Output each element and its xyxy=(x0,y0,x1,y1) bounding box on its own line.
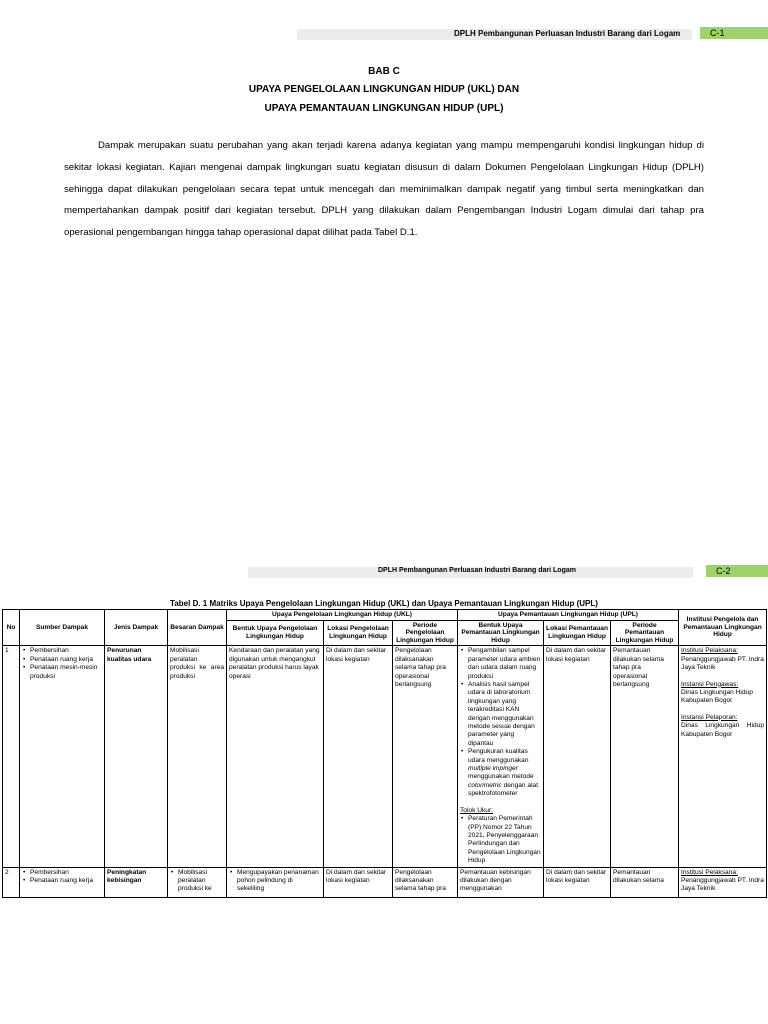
pelaksana-value: Penanggungjawab PT. Indra Jaya Teknik xyxy=(681,655,764,672)
upl-item3-text-c: menggunakan metode xyxy=(468,773,534,781)
table-row xyxy=(3,867,767,897)
ukl-upl-matrix-table xyxy=(2,609,767,898)
intro-paragraph xyxy=(64,135,704,244)
list-item: • Pembersihan xyxy=(22,869,102,877)
table-caption: Tabel D. 1 Matriks Upaya Pengelolaan Lingkungan Hidup (UKL) dan Upaya Pemantauan Lingkungan Hidup (UPL) xyxy=(170,599,598,608)
page1-header-title: DPLH Pembangunan Perluasan Industri Barang dari Logam xyxy=(454,29,681,38)
row1-sumber-dampak xyxy=(20,646,105,867)
row1-ukl-periode: Pengelolaan dilaksanakan selama tahap pra operasional berlangsung xyxy=(393,646,458,867)
row2-no: 2 xyxy=(3,867,20,897)
upl-item3-text-a: Pengukuran kualitas udara menggunakan xyxy=(468,748,529,764)
upl-item3-text-e: dengan alat spektrofotometer xyxy=(468,781,539,798)
list-item: • Penataan ruang kerja xyxy=(22,656,102,664)
row1-upl-bentuk xyxy=(458,646,544,867)
intro-paragraph-text: Dampak merupakan suatu perubahan yang akan terjadi karena adanya kegiatan yang mampu mempengaruhi kondisi lingkungan hidup di sekitar lokasi kegiatan. Kajian mengenai dampak lingkungan suatu kegiatan disusun di dalam Dokumen Pengelolaan Lingkungan Hidup (DPLH) sehingga dapat dilakukan pengelolaan secara tepat untuk mencegah dan meminimalkan dampak negatif yang timbul serta meningkatkan dan mempertahankan dampak positif dari kegiatan tersebut. DPLH yang dilakukan dalam Pengembangan Industri Logam dimulai dari tahap pra operasional pengembangan hingga tahap operasional dapat dilihat pada Tabel D.1. xyxy=(64,140,704,239)
pelaksana-value: Penanggungjawab PT. Indra Jaya Teknik xyxy=(681,876,764,893)
col-header-upl-lokasi: Lokasi Pemantauan Lingkungan Hidup xyxy=(544,620,611,646)
chapter-title: BAB C xyxy=(368,66,400,77)
list-item xyxy=(460,748,541,798)
row1-upl-periode: Pemantauan dilakukan selama tahap pra operasional berlangsung xyxy=(611,646,679,867)
row1-ukl-lokasi: Di dalam dan sekitar lokasi kegiatan xyxy=(324,646,393,867)
page2-header-title: DPLH Pembangunan Perluasan Industri Barang dari Logam xyxy=(378,567,576,574)
section-title-line1: UPAYA PENGELOLAAN LINGKUNGAN HIDUP (UKL) DAN xyxy=(248,84,520,95)
col-header-jenis-dampak: Jenis Dampak xyxy=(105,610,168,646)
col-header-upl-periode: Periode Pemantauan Lingkungan Hidup xyxy=(611,620,679,646)
row2-upl-bentuk: Pemantauan kebisingan dilakukan dengan menggunakan xyxy=(458,867,544,897)
list-item: • Pengambilan sampel parameter udara ambien dan udara dalam ruang produksi xyxy=(460,647,541,681)
col-header-no: No xyxy=(3,610,20,646)
row2-jenis-dampak: Peningkatan kebisingan xyxy=(105,867,168,897)
pengawas-value: Dinas Lingkungan Hidup Kabupaten Bogor xyxy=(681,689,753,705)
list-item: • Pembersihan xyxy=(22,647,102,655)
upl-item3-text-d: colorimetric xyxy=(468,781,502,789)
row2-upl-periode: Pemantauan dilakukan selama xyxy=(611,867,679,897)
row2-sumber-dampak xyxy=(20,867,105,897)
table-row xyxy=(3,646,767,867)
row2-ukl-periode: Pengelolaan dilaksanakan selama tahap pra xyxy=(393,867,458,897)
row1-besaran-dampak: Mobilisasi peralatan produksi ke area produksi xyxy=(168,646,227,867)
upl-item3-text-b: multiple impinger xyxy=(468,765,518,773)
pelaksana-label: Institusi Pelaksana: xyxy=(681,868,738,876)
list-item: • Mobilisasi peralatan produksi ke xyxy=(170,869,224,894)
row1-upl-lokasi: Di dalam dan sekitar lokasi kegiatan xyxy=(544,646,611,867)
list-item: • Analisis hasil sampel udara di laboratorium lingkungan yang terakreditasi KAN dengan menggunakan metode sesuai dengan parameter yang dipantau xyxy=(460,681,541,748)
list-item: • Penataan mesin-mesin produksi xyxy=(22,664,102,681)
col-header-ukl: Upaya Pengelolaan Lingkungan Hidup (UKL) xyxy=(227,610,458,621)
col-header-ukl-lokasi: Lokasi Pengelolaan Lingkungan Hidup xyxy=(324,620,393,646)
pelapor-label: Instansi Pelaporan: xyxy=(681,713,738,721)
col-header-ukl-periode: Periode Pengelolaan Lingkungan Hidup xyxy=(393,620,458,646)
pengawas-label: Instansi Pengawas: xyxy=(681,680,739,688)
row2-institusi xyxy=(679,867,767,897)
pelapor-value: Dinas Lingkungan Hidup Kabupaten Bogor xyxy=(681,722,765,738)
col-header-institusi: Institusi Pengelola dan Pemantauan Lingkungan Hidup xyxy=(679,610,767,646)
col-header-besaran-dampak: Besaran Dampak xyxy=(168,610,227,646)
row2-ukl-bentuk xyxy=(227,867,324,897)
row2-ukl-lokasi: Di dalam dan sekitar lokasi kegiatan xyxy=(324,867,393,897)
col-header-upl-bentuk: Bentuk Upaya Pemantauan Lingkungan Hidup xyxy=(458,620,544,646)
list-item: • Penataan ruang kerja xyxy=(22,877,102,885)
section-title-line2: UPAYA PEMANTAUAN LINGKUNGAN HIDUP (UPL) xyxy=(264,103,504,114)
list-item: • Peraturan Pemerintah (PP) Nomor 22 Tahun 2021, Penyelenggaraan Perlindungan dan Pengelolaan Lingkungan Hidup xyxy=(460,815,541,865)
col-header-ukl-bentuk: Bentuk Upaya Pengelolaan Lingkungan Hidup xyxy=(227,620,324,646)
row1-jenis-dampak: Penurunan kualitas udara xyxy=(105,646,168,867)
page2-number-tag: C-2 xyxy=(706,565,768,577)
col-header-sumber-dampak: Sumber Dampak xyxy=(20,610,105,646)
col-header-upl: Upaya Pemantauan Lingkungan Hidup (UPL) xyxy=(458,610,679,621)
page1-number-tag: C-1 xyxy=(700,27,768,39)
row1-institusi xyxy=(679,646,767,867)
tolok-ukur-label: Tolok Ukur: xyxy=(460,806,493,814)
row1-ukl-bentuk: Kendaraan dan peralatan yang digunakan untuk mengangkut peralatan produksi harus layak operasi xyxy=(227,646,324,867)
list-item: • Mengupayakan penanaman pohon pelindung di sekeliling xyxy=(229,869,321,894)
row1-no: 1 xyxy=(3,646,20,867)
row2-upl-lokasi: Di dalam dan sekitar lokasi kegiatan xyxy=(544,867,611,897)
pelaksana-label: Institusi Pelaksana: xyxy=(681,647,738,655)
row2-besaran-dampak xyxy=(168,867,227,897)
